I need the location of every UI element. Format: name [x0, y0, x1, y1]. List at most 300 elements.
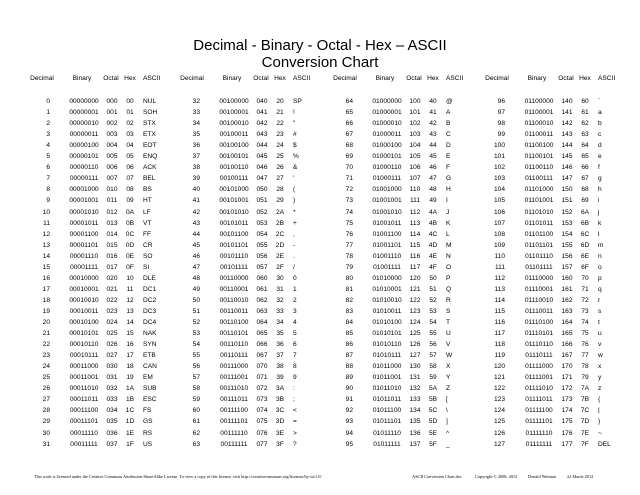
cell-decimal: 109	[493, 241, 505, 249]
cell-ascii: SUB	[143, 385, 157, 393]
cell-octal: 147	[561, 175, 573, 183]
cell-binary: 01010011	[372, 307, 402, 315]
cell-octal: 131	[409, 374, 421, 382]
cell-ascii: SP	[293, 98, 302, 105]
header-ascii: ASCII	[143, 75, 161, 82]
cell-binary: 00010001	[69, 285, 99, 293]
cell-ascii: STX	[143, 120, 156, 128]
cell-hex: 26	[276, 164, 284, 172]
cell-binary: 01011000	[372, 363, 402, 371]
cell-hex: 17	[126, 352, 134, 360]
header-binary: Binary	[222, 75, 242, 82]
cell-binary: 01011111	[373, 440, 401, 448]
cell-ascii: C	[446, 131, 451, 139]
cell-binary: 00100101	[219, 153, 249, 161]
cell-binary: 01111111	[525, 440, 553, 448]
cell-ascii: BEL	[143, 175, 156, 183]
cell-octal: 055	[256, 241, 268, 249]
cell-octal: 067	[256, 352, 268, 360]
cell-hex: 4B	[428, 219, 438, 227]
cell-binary: 00111011	[220, 396, 248, 404]
cell-ascii: s	[598, 307, 602, 315]
cell-ascii: ;	[293, 396, 295, 404]
cell-hex: 34	[276, 319, 284, 326]
cell-ascii: j	[598, 208, 600, 216]
cell-hex: 76	[581, 341, 589, 349]
cell-binary: 01000000	[372, 98, 402, 105]
cell-octal: 106	[409, 164, 421, 172]
cell-binary: 01111000	[525, 363, 553, 371]
cell-octal: 121	[409, 285, 421, 293]
cell-binary: 00110110	[219, 341, 249, 349]
cell-hex: 51	[429, 285, 437, 293]
cell-hex: 20	[276, 98, 284, 105]
cell-hex: 58	[429, 363, 437, 371]
cell-binary: 01100110	[524, 164, 554, 172]
cell-hex: 23	[276, 131, 284, 139]
cell-binary: 00001110	[69, 252, 99, 260]
cell-binary: 01000001	[372, 109, 402, 117]
cell-decimal: 50	[192, 296, 200, 304]
cell-decimal: 115	[494, 307, 505, 315]
cell-ascii: P	[446, 274, 451, 282]
cell-binary: 00011001	[69, 374, 99, 382]
cell-hex: 67	[581, 175, 589, 183]
cell-decimal: 57	[192, 374, 200, 382]
cell-ascii: US	[143, 440, 153, 448]
cell-ascii: Y	[446, 374, 451, 382]
cell-octal: 070	[256, 363, 268, 371]
cell-ascii: @	[446, 98, 453, 105]
cell-octal: 152	[561, 208, 573, 216]
header-decimal: Decimal	[333, 75, 357, 82]
cell-decimal: 38	[192, 164, 200, 172]
cell-hex: 74	[581, 319, 589, 326]
cell-hex: 7F	[581, 440, 589, 448]
cell-binary: 01110101	[524, 330, 554, 338]
cell-binary: 01010001	[372, 285, 402, 293]
cell-hex: 39	[276, 374, 284, 382]
cell-binary: 00110011	[219, 307, 249, 315]
cell-binary: 01110100	[524, 319, 554, 326]
cell-hex: 0B	[125, 219, 135, 227]
cell-hex: 65	[581, 153, 589, 161]
cell-ascii: B	[446, 120, 451, 128]
cell-hex: 4E	[428, 252, 438, 260]
cell-decimal: 106	[493, 208, 505, 216]
cell-octal: 035	[106, 418, 118, 426]
cell-hex: 4A	[428, 208, 438, 216]
cell-hex: 3E	[275, 429, 285, 437]
cell-binary: 00001000	[69, 186, 99, 194]
cell-octal: 144	[561, 142, 573, 150]
cell-binary: 00011111	[70, 440, 98, 448]
cell-binary: 01100111	[525, 175, 553, 183]
cell-octal: 133	[409, 396, 421, 404]
cell-binary: 00010100	[69, 319, 99, 326]
cell-binary: 00101011	[219, 219, 249, 227]
cell-decimal: 75	[345, 219, 353, 227]
cell-binary: 00010111	[69, 352, 99, 360]
cell-hex: 2B	[275, 219, 285, 227]
cell-decimal: 76	[345, 230, 353, 238]
cell-ascii: FS	[143, 407, 152, 415]
cell-ascii: <	[293, 407, 297, 415]
footer-author: Donald Weiman	[528, 474, 556, 479]
header-decimal: Decimal	[30, 75, 54, 82]
cell-ascii: DC3	[143, 307, 157, 315]
cell-octal: 022	[106, 296, 118, 304]
cell-hex: 79	[581, 374, 589, 382]
cell-hex: 1B	[125, 396, 135, 404]
cell-octal: 024	[106, 319, 118, 326]
cell-decimal: 16	[42, 274, 50, 282]
cell-octal: 104	[409, 142, 421, 150]
cell-binary: 01001010	[372, 208, 402, 216]
cell-decimal: 59	[192, 396, 200, 404]
cell-binary: 01001001	[372, 197, 402, 205]
cell-hex: 5F	[429, 440, 437, 448]
cell-ascii: *	[293, 208, 296, 216]
cell-octal: 056	[256, 252, 268, 260]
cell-ascii: >	[293, 429, 297, 437]
cell-ascii: 3	[293, 307, 297, 315]
cell-octal: 074	[256, 407, 268, 415]
cell-binary: 00000000	[69, 98, 99, 105]
cell-decimal: 55	[192, 352, 200, 360]
cell-decimal: 65	[345, 109, 353, 117]
cell-octal: 026	[106, 341, 118, 349]
cell-binary: 01000010	[372, 120, 402, 128]
cell-decimal: 113	[494, 285, 505, 293]
header-ascii: ASCII	[293, 75, 311, 82]
cell-hex: 45	[429, 153, 437, 161]
cell-ascii: ?	[293, 440, 297, 448]
cell-binary: 00001001	[69, 197, 99, 205]
cell-hex: 33	[276, 307, 284, 315]
header-binary: Binary	[72, 75, 92, 82]
cell-binary: 01000101	[372, 153, 402, 161]
cell-decimal: 87	[345, 352, 353, 360]
cell-decimal: 121	[493, 374, 505, 382]
cell-binary: 01110001	[524, 285, 554, 293]
cell-octal: 045	[256, 153, 268, 161]
cell-ascii: 0	[293, 274, 297, 282]
cell-ascii: DC1	[143, 285, 157, 293]
cell-hex: 6F	[581, 263, 589, 271]
cell-hex: 1E	[125, 429, 135, 437]
cell-ascii: 2	[293, 296, 297, 304]
cell-hex: 13	[126, 307, 134, 315]
cell-binary: 00111110	[220, 429, 248, 437]
cell-octal: 156	[561, 252, 573, 260]
cell-ascii: N	[446, 252, 451, 260]
cell-decimal: 28	[42, 407, 50, 415]
cell-ascii: y	[598, 374, 602, 382]
cell-hex: 24	[276, 142, 284, 150]
cell-ascii: SI	[143, 263, 150, 271]
cell-decimal: 123	[493, 396, 505, 404]
cell-decimal: 112	[494, 274, 505, 282]
cell-ascii: z	[598, 385, 602, 393]
cell-ascii: FF	[143, 230, 152, 238]
cell-octal: 160	[561, 274, 573, 282]
cell-octal: 047	[256, 175, 268, 183]
cell-hex: 5C	[428, 407, 438, 415]
cell-binary: 00111010	[219, 385, 249, 393]
cell-hex: 30	[276, 274, 284, 282]
cell-binary: 01011010	[372, 385, 402, 393]
cell-octal: 003	[106, 131, 118, 139]
cell-ascii: u	[598, 330, 602, 338]
cell-decimal: 97	[497, 109, 505, 117]
cell-decimal: 33	[192, 109, 200, 117]
cell-ascii: ENQ	[143, 153, 158, 161]
cell-octal: 162	[561, 296, 573, 304]
cell-decimal: 9	[46, 197, 50, 205]
cell-ascii: R	[446, 296, 451, 304]
cell-decimal: 80	[345, 274, 353, 282]
cell-ascii: {	[598, 396, 601, 404]
cell-hex: 1C	[125, 407, 135, 415]
cell-hex: 3A	[275, 385, 285, 393]
cell-decimal: 100	[493, 142, 505, 150]
header-octal: Octal	[406, 75, 422, 82]
cell-ascii: M	[446, 241, 452, 249]
cell-octal: 150	[561, 186, 573, 194]
cell-decimal: 61	[192, 418, 200, 426]
cell-binary: 00100010	[219, 120, 249, 128]
cell-hex: 6B	[580, 219, 590, 227]
cell-ascii: DC2	[143, 296, 157, 304]
header-decimal: Decimal	[485, 75, 509, 82]
cell-binary: 01110010	[524, 296, 554, 304]
cell-hex: 2C	[275, 230, 285, 238]
cell-decimal: 54	[192, 341, 200, 349]
cell-ascii: /	[293, 263, 295, 271]
cell-hex: 6E	[580, 252, 590, 260]
cell-binary: 01000110	[372, 164, 402, 172]
cell-ascii: }	[598, 418, 601, 426]
cell-binary: 01111010	[525, 385, 553, 393]
cell-decimal: 23	[42, 352, 50, 360]
cell-ascii: ,	[293, 230, 295, 238]
cell-octal: 041	[256, 109, 268, 117]
cell-ascii: VT	[143, 219, 152, 227]
cell-binary: 01100001	[524, 109, 554, 117]
cell-decimal: 114	[494, 296, 505, 304]
cell-ascii: \	[446, 407, 448, 415]
cell-ascii: U	[446, 330, 451, 338]
cell-decimal: 103	[493, 175, 505, 183]
cell-decimal: 66	[345, 120, 353, 128]
cell-ascii: .	[293, 252, 295, 260]
cell-decimal: 105	[493, 197, 505, 205]
cell-ascii: +	[293, 219, 297, 227]
cell-binary: 01001100	[372, 230, 402, 238]
cell-decimal: 11	[43, 219, 50, 227]
cell-binary: 01100000	[524, 98, 554, 105]
footer-license: This work is licensed under the Creative Commons Attribution-ShareAlike License. To view a copy of this license, visit http://creativecommons.org/licenses/by-sa/1.0/	[34, 474, 322, 479]
cell-hex: 70	[581, 274, 589, 282]
cell-binary: 01100011	[524, 131, 554, 139]
cell-decimal: 81	[345, 285, 353, 293]
cell-octal: 153	[561, 219, 573, 227]
title-line-2: Conversion Chart	[261, 54, 379, 71]
cell-binary: 01001000	[372, 186, 402, 194]
cell-decimal: 48	[192, 274, 200, 282]
cell-hex: 12	[126, 296, 134, 304]
cell-octal: 057	[256, 263, 268, 271]
cell-decimal: 85	[345, 330, 353, 338]
cell-decimal: 79	[345, 263, 353, 271]
cell-hex: 2F	[276, 263, 284, 271]
cell-ascii: (	[293, 186, 296, 194]
cell-binary: 01010110	[372, 341, 402, 349]
cell-octal: 063	[256, 307, 268, 315]
cell-hex: 6A	[580, 208, 590, 216]
cell-binary: 00100000	[219, 98, 249, 105]
cell-ascii: GS	[143, 418, 153, 426]
cell-hex: 7E	[580, 429, 590, 437]
cell-hex: 75	[581, 330, 589, 338]
cell-octal: 177	[561, 440, 573, 448]
cell-ascii: 4	[293, 319, 297, 326]
cell-octal: 140	[561, 98, 573, 105]
cell-hex: 10	[126, 274, 134, 282]
cell-decimal: 83	[345, 307, 353, 315]
cell-binary: 00011010	[69, 385, 99, 393]
cell-decimal: 18	[42, 296, 50, 304]
cell-hex: 49	[429, 197, 437, 205]
cell-ascii: ETB	[143, 352, 156, 360]
cell-decimal: 67	[345, 131, 353, 139]
cell-hex: 54	[429, 319, 437, 326]
cell-octal: 105	[409, 153, 421, 161]
cell-binary: 00110100	[219, 319, 249, 326]
cell-ascii: [	[446, 396, 448, 404]
cell-hex: 43	[429, 131, 437, 139]
cell-ascii: ^	[446, 429, 450, 437]
cell-decimal: 82	[345, 296, 353, 304]
cell-hex: 7B	[580, 396, 590, 404]
cell-binary: 00110001	[219, 285, 249, 293]
cell-hex: 25	[276, 153, 284, 161]
cell-binary: 01011011	[372, 396, 402, 404]
cell-binary: 00111001	[219, 374, 249, 382]
cell-ascii: g	[598, 175, 602, 183]
header-ascii: ASCII	[446, 75, 464, 82]
cell-octal: 164	[561, 319, 573, 326]
cell-hex: 36	[276, 341, 284, 349]
cell-hex: 18	[126, 363, 134, 371]
cell-octal: 000	[106, 98, 118, 105]
cell-hex: 2A	[275, 208, 285, 216]
cell-octal: 111	[409, 197, 421, 205]
cell-decimal: 30	[42, 429, 50, 437]
cell-hex: 62	[581, 120, 589, 128]
cell-octal: 167	[561, 352, 573, 360]
header-decimal: Decimal	[180, 75, 204, 82]
cell-decimal: 122	[493, 385, 505, 393]
cell-decimal: 0	[46, 98, 50, 105]
header-octal: Octal	[558, 75, 574, 82]
cell-decimal: 29	[42, 418, 50, 426]
cell-binary: 01010111	[372, 352, 402, 360]
cell-ascii: RS	[143, 429, 153, 437]
header-octal: Octal	[253, 75, 269, 82]
cell-octal: 103	[409, 131, 421, 139]
footer-copyright: Copyright © 2008, 2012	[475, 474, 518, 479]
cell-hex: 11	[126, 285, 134, 293]
cell-binary: 01101011	[524, 219, 554, 227]
cell-decimal: 95	[345, 440, 353, 448]
cell-decimal: 98	[497, 120, 505, 128]
cell-ascii: k	[598, 219, 602, 227]
cell-decimal: 72	[345, 186, 353, 194]
cell-binary: 01100010	[524, 120, 554, 128]
cell-octal: 033	[106, 396, 118, 404]
cell-hex: 44	[429, 142, 437, 150]
cell-octal: 122	[409, 296, 421, 304]
cell-binary: 00000110	[69, 164, 99, 172]
cell-ascii: `	[598, 98, 601, 105]
cell-hex: 41	[429, 109, 437, 117]
cell-decimal: 42	[192, 208, 200, 216]
cell-hex: 64	[581, 142, 589, 150]
cell-binary: 01001101	[372, 241, 402, 249]
cell-decimal: 46	[192, 252, 200, 260]
cell-decimal: 25	[42, 374, 50, 382]
cell-hex: 3B	[275, 396, 285, 404]
cell-hex: 06	[126, 164, 134, 172]
cell-ascii: o	[598, 263, 602, 271]
cell-ascii: W	[446, 352, 453, 360]
cell-decimal: 63	[192, 440, 200, 448]
cell-octal: 142	[561, 120, 573, 128]
cell-ascii: !	[293, 109, 295, 117]
cell-ascii: v	[598, 341, 602, 349]
cell-binary: 01101110	[525, 252, 553, 260]
cell-ascii: BS	[143, 186, 152, 194]
cell-decimal: 15	[42, 263, 50, 271]
cell-hex: 37	[276, 352, 284, 360]
cell-decimal: 116	[494, 319, 505, 326]
cell-octal: 061	[256, 285, 268, 293]
cell-decimal: 77	[345, 241, 353, 249]
cell-binary: 01000100	[372, 142, 402, 150]
cell-ascii: ETX	[143, 131, 156, 139]
cell-decimal: 89	[345, 374, 353, 382]
cell-octal: 113	[409, 219, 421, 227]
cell-ascii: #	[293, 131, 297, 139]
cell-decimal: 2	[46, 120, 50, 128]
cell-hex: 69	[581, 197, 589, 205]
cell-ascii: 5	[293, 330, 297, 338]
cell-decimal: 36	[192, 142, 200, 150]
cell-decimal: 93	[345, 418, 353, 426]
cell-decimal: 124	[493, 407, 505, 415]
cell-decimal: 68	[345, 142, 353, 150]
cell-hex: 01	[126, 109, 134, 117]
cell-hex: 03	[126, 131, 134, 139]
cell-ascii: CAN	[143, 363, 157, 371]
cell-binary: 00000100	[69, 142, 99, 150]
cell-hex: 59	[429, 374, 437, 382]
cell-hex: 5D	[428, 418, 438, 426]
cell-octal: 170	[561, 363, 573, 371]
cell-decimal: 88	[345, 363, 353, 371]
